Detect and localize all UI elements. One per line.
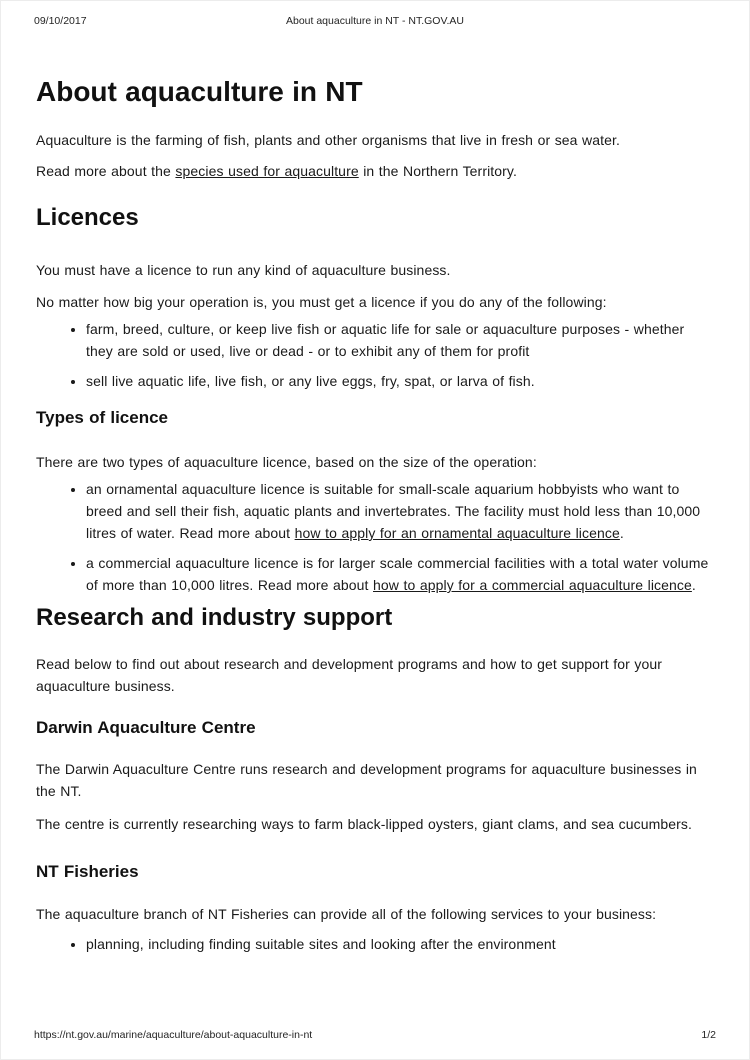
footer-page-number: 1/2 <box>701 1029 716 1041</box>
print-header <box>34 15 716 29</box>
darwin-research-paragraph: The centre is currently researching ways to farm black-lipped oysters, giant clams, and sea cucumbers. <box>36 816 693 832</box>
licence-types-list <box>36 478 714 596</box>
list-item <box>86 552 714 596</box>
list-item <box>86 478 714 544</box>
page-title: About aquaculture in NT <box>36 76 363 107</box>
commercial-item-period: . <box>691 577 696 593</box>
licence-conditions-paragraph: No matter how big your operation is, you must get a licence if you do any of the following: <box>36 294 607 310</box>
ornamental-licence-link[interactable]: how to apply for an ornamental aquaculture licence <box>294 525 620 541</box>
commercial-item-text: a commercial aquaculture licence is for larger scale commercial facilities with a total water volume of more than 10,000 litres. Read more about <box>86 555 709 593</box>
licence-types-paragraph: There are two types of aquaculture licence, based on the size of the operation: <box>36 454 537 470</box>
darwin-centre-heading: Darwin Aquaculture Centre <box>36 718 256 737</box>
ornamental-item-period: . <box>619 525 624 541</box>
read-more-text-post: in the Northern Territory. <box>358 163 517 179</box>
print-doc-title: About aquaculture in NT - NT.GOV.AU <box>285 15 464 27</box>
intro-paragraph: Aquaculture is the farming of fish, plants and other organisms that live in fresh or sea water. <box>36 132 621 148</box>
ornamental-item-text: an ornamental aquaculture licence is suitable for small-scale aquarium hobbyists who want to breed and sell their fish, aquatic plants and invertebrates. The facility must hold less than 10,000 litres of water. Read more about <box>86 481 701 541</box>
read-more-text-pre: Read more about the <box>36 163 176 179</box>
list-item: • planning, including finding suitable sites and looking after the environment <box>86 933 714 955</box>
research-intro-paragraph: Read below to find out about research and development programs and how to get support for your aquaculture business. <box>36 656 662 694</box>
licence-activities-list <box>36 318 714 392</box>
read-more-paragraph <box>36 160 714 182</box>
print-footer <box>34 1029 716 1041</box>
licences-heading: Licences <box>36 204 139 231</box>
species-used-link[interactable]: species used for aquaculture <box>175 163 359 179</box>
list-item: • sell live aquatic life, live fish, or any live eggs, fry, spat, or larva of fish. <box>86 370 714 392</box>
fisheries-services-paragraph: The aquaculture branch of NT Fisheries can provide all of the following services to your business: <box>36 906 657 922</box>
list-item: • farm, breed, culture, or keep live fish or aquatic life for sale or aquaculture purposes - whether they are sold or used, live or dead - or to exhibit any of them for profit <box>86 318 714 362</box>
darwin-centre-paragraph: The Darwin Aquaculture Centre runs research and development programs for aquaculture businesses in the NT. <box>36 761 697 799</box>
footer-url: https://nt.gov.au/marine/aquaculture/about-aquaculture-in-nt <box>34 1029 313 1041</box>
licence-required-paragraph: You must have a licence to run any kind of aquaculture business. <box>36 262 451 278</box>
document-content <box>1 75 749 955</box>
print-date: 09/10/2017 <box>34 15 87 27</box>
fisheries-services-list <box>36 933 714 955</box>
nt-fisheries-heading: NT Fisheries <box>36 862 139 881</box>
commercial-licence-link[interactable]: how to apply for a commercial aquaculture licence <box>373 577 692 593</box>
types-of-licence-heading: Types of licence <box>36 408 169 427</box>
research-support-heading: Research and industry support <box>36 604 393 631</box>
